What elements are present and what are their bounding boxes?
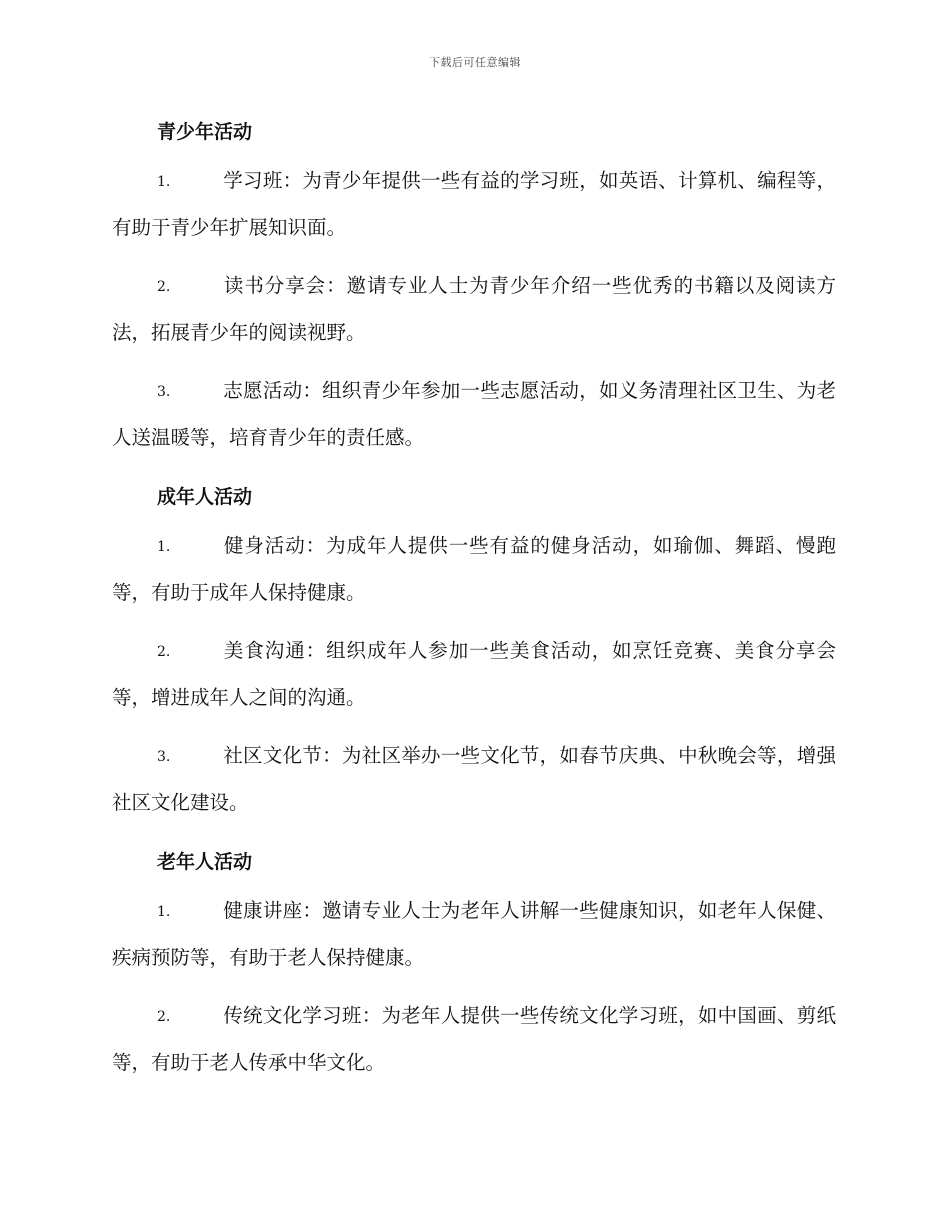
header-note: 下载后可任意编辑 — [429, 56, 521, 69]
item-number: 2. — [157, 1009, 171, 1025]
section-adult — [112, 477, 836, 826]
item-number: 1. — [157, 904, 171, 920]
section-title: 老年人活动 — [157, 851, 253, 873]
section-title: 成年人活动 — [157, 486, 253, 508]
item-number: 2. — [157, 279, 171, 295]
section-elderly — [112, 842, 836, 1086]
list-item — [112, 993, 836, 1086]
item-text: 社区文化节：为社区举办一些文化节，如春节庆典、中秋晚会等，增强社区文化建设。 — [112, 744, 836, 814]
item-number: 3. — [157, 384, 171, 400]
list-item — [112, 158, 836, 251]
item-text: 志愿活动：组织青少年参加一些志愿活动，如义务清理社区卫生、为老人送温暖等，培育青少年的责任感。 — [112, 379, 836, 449]
item-number: 3. — [157, 749, 171, 765]
list-item — [112, 368, 836, 461]
item-number: 1. — [157, 174, 171, 190]
item-text: 传统文化学习班：为老年人提供一些传统文化学习班，如中国画、剪纸等，有助于老人传承中华文化。 — [112, 1004, 836, 1074]
item-text: 美食沟通：组织成年人参加一些美食活动，如烹饪竞赛、美食分享会等，增进成年人之间的沟通。 — [112, 639, 836, 709]
list-item — [112, 733, 836, 826]
list-item — [112, 523, 836, 616]
item-text: 健康讲座：邀请专业人士为老年人讲解一些健康知识，如老年人保健、疾病预防等，有助于老人保持健康。 — [112, 899, 836, 969]
list-item — [112, 263, 836, 356]
item-number: 2. — [157, 644, 171, 660]
list-item — [112, 628, 836, 721]
item-text: 健身活动：为成年人提供一些有益的健身活动，如瑜伽、舞蹈、慢跑等，有助于成年人保持健康。 — [112, 534, 836, 604]
section-youth — [112, 112, 836, 461]
document-body — [112, 112, 836, 1098]
section-title: 青少年活动 — [157, 121, 253, 143]
item-number: 1. — [157, 539, 171, 555]
list-item — [112, 888, 836, 981]
item-text: 学习班：为青少年提供一些有益的学习班，如英语、计算机、编程等，有助于青少年扩展知识面。 — [112, 169, 836, 239]
item-text: 读书分享会：邀请专业人士为青少年介绍一些优秀的书籍以及阅读方法，拓展青少年的阅读视野。 — [112, 274, 836, 344]
